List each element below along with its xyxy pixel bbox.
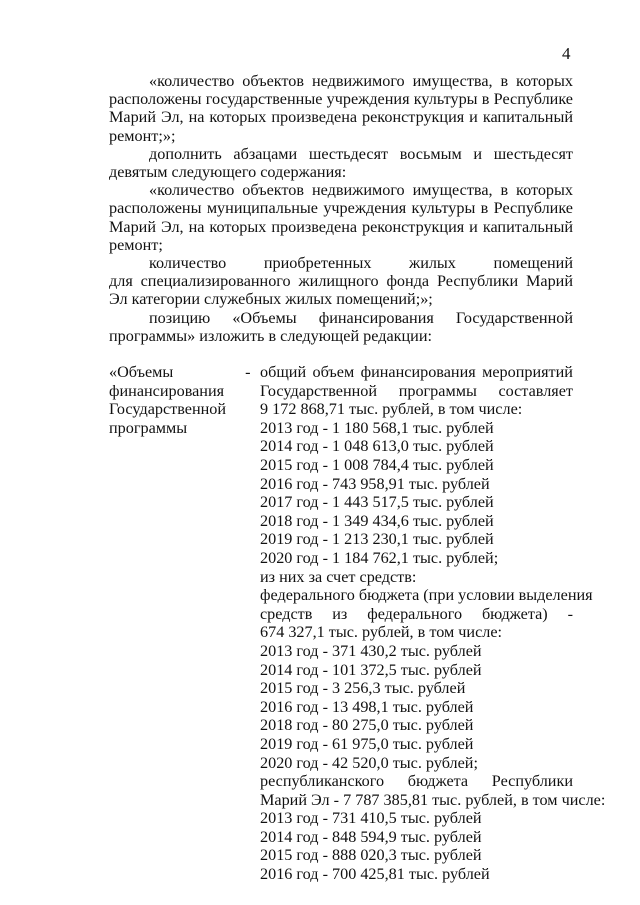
word: бюджета) (481, 604, 548, 623)
document-body (109, 72, 606, 884)
value-line: 2015 год - 1 008 784,4 тыс. рублей (260, 456, 494, 475)
word: - (567, 604, 573, 623)
text-line: следующего содержания: (171, 163, 347, 182)
paragraph-4-line-1 (109, 254, 573, 272)
paragraph-3 (109, 181, 573, 254)
paragraph-4-rest (109, 272, 573, 308)
text-line: дополнить абзацами шестьдесят восьмым и шестьдесят девятым (109, 144, 573, 182)
value-line (260, 363, 573, 382)
word: составляет (498, 381, 573, 400)
spacer (109, 345, 573, 359)
word: общий (260, 363, 307, 382)
word: Государственной (260, 381, 378, 400)
text-line: Марий Эл, на которых произведена реконструкция и капитальный (109, 217, 573, 236)
value-line: 2020 год - 42 520,0 тыс. рублей; (260, 753, 478, 772)
value-line: 2020 год - 1 184 762,1 тыс. рублей; (260, 548, 499, 567)
value-line: 9 172 868,71 тыс. рублей, в том числе: (260, 400, 523, 419)
value-line: 2013 год - 1 180 568,1 тыс. рублей (260, 418, 494, 437)
word: объем (312, 363, 355, 382)
text-line: категории служебных жилых помещений;»; (131, 290, 433, 309)
text-line: количество приобретенных жилых помещений (149, 254, 573, 273)
value-line: 2018 год - 1 349 434,6 тыс. рублей (260, 511, 494, 530)
value-line (260, 382, 573, 401)
paragraph-2 (109, 145, 573, 181)
text-line: Марий Эл, на которых произведена реконструкция и капитальный (109, 108, 573, 127)
value-line: Марий Эл - 7 787 385,81 тыс. рублей, в том числе: (260, 790, 606, 809)
text-line: позицию «Объемы финансирования Государственной программы» (109, 308, 573, 345)
value-line: 2016 год - 13 498,1 тыс. рублей (260, 697, 474, 716)
text-line: для специализированного жилищного фонда Республики Марий Эл (109, 272, 573, 309)
word: федерального (367, 604, 463, 623)
value-line: 2019 год - 61 975,0 тыс. рублей (260, 734, 474, 753)
value-line (260, 772, 573, 791)
dash-separator: - (245, 363, 251, 382)
page-number: 4 (562, 44, 571, 63)
word: программы (398, 381, 477, 400)
financing-label (109, 363, 245, 884)
value-line: 2019 год - 1 213 230,1 тыс. рублей (260, 530, 494, 549)
label-line: Государственной (109, 400, 227, 419)
label-line: программы (109, 418, 188, 437)
value-line: из них за счет средств: (260, 567, 417, 586)
word: республиканского (260, 772, 385, 791)
value-line: 2016 год - 743 958,91 тыс. рублей (260, 474, 490, 493)
value-line: 674 327,1 тыс. рублей, в том числе: (260, 623, 503, 642)
word: Республики (491, 772, 573, 791)
financing-value (260, 363, 606, 884)
text-line: изложить в следующей редакции: (199, 326, 432, 345)
financing-table (109, 363, 606, 884)
text-line: ремонт;»; (109, 126, 176, 145)
value-line: 2013 год - 731 410,5 тыс. рублей (260, 809, 482, 828)
value-line: 2014 год - 848 594,9 тыс. рублей (260, 827, 482, 846)
label-line: финансирования (109, 381, 225, 400)
value-line: 2014 год - 1 048 613,0 тыс. рублей (260, 437, 494, 456)
value-line: 2018 год - 80 275,0 тыс. рублей (260, 716, 474, 735)
value-line: 2015 год - 888 020,3 тыс. рублей (260, 846, 482, 865)
value-line (260, 605, 573, 624)
text-line: «количество объектов недвижимого имущества, в которых (149, 72, 573, 90)
value-line: 2014 год - 101 372,5 тыс. рублей (260, 660, 482, 679)
text-line: расположены государственные учреждения культуры в Республике (109, 90, 573, 109)
value-line: 2015 год - 3 256,3 тыс. рублей (260, 679, 466, 698)
text-line: «количество объектов недвижимого имущества, в которых (149, 181, 573, 200)
paragraph-1 (109, 72, 573, 145)
word: средств (260, 604, 313, 623)
value-line: 2017 год - 1 443 517,5 тыс. рублей (260, 493, 494, 512)
value-line: федерального бюджета (при условии выделения (260, 586, 593, 605)
text-line: ремонт; (109, 235, 163, 254)
word: бюджета (407, 772, 469, 791)
word: из (332, 604, 348, 623)
text-line: расположены муниципальные учреждения культуры в Республике (109, 199, 573, 218)
paragraph-5 (109, 309, 573, 345)
word: мероприятий (482, 363, 573, 382)
word: финансирования (360, 363, 476, 382)
value-line: 2016 год - 700 425,81 тыс. рублей (260, 865, 490, 884)
label-line: «Объемы (109, 363, 174, 382)
value-line: 2013 год - 371 430,2 тыс. рублей (260, 641, 482, 660)
